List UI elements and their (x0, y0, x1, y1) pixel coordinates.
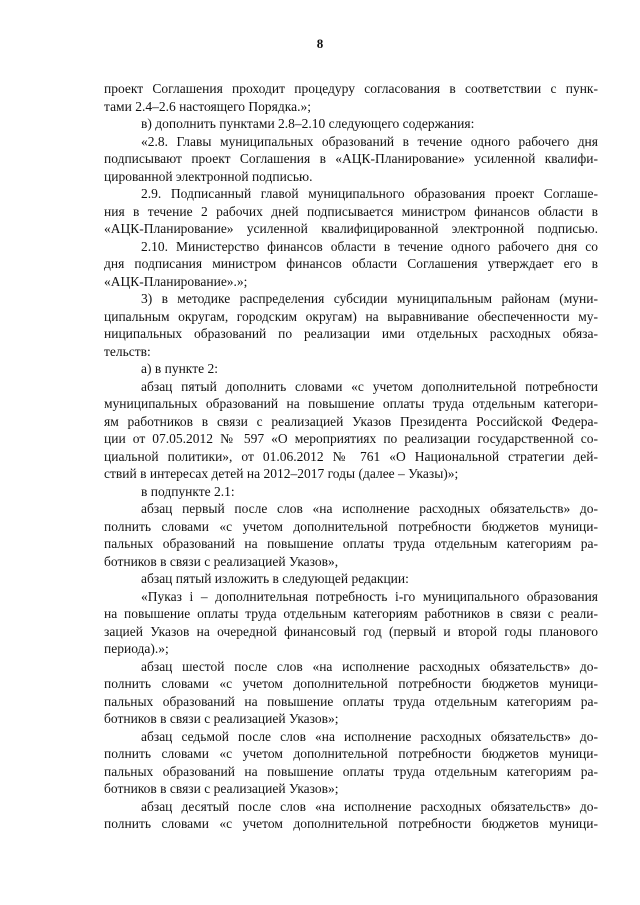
text-line: ципальным округам, городским округам) на выравнивание обеспеченности му- (104, 308, 598, 324)
text-line: абзац седьмой после слов «на исполнение расходных обязательств» до- (141, 728, 598, 744)
text-line: абзац шестой после слов «на исполнение расходных обязательств» до- (141, 658, 598, 674)
text-line: в) дополнить пунктами 2.8–2.10 следующего содержания: (141, 116, 475, 131)
text-line: периода).»; (104, 641, 169, 656)
text-line: 2.10. Министерство финансов области в течение одного рабочего дня со (141, 238, 598, 254)
text-line: полнить словами «с учетом дополнительной потребности бюджетов муници- (104, 816, 598, 831)
text-line: пальных образований на повышение оплаты труда отдельным категориям ра- (104, 693, 598, 709)
text-line: ции от 07.05.2012 № 597 «О мероприятиях по реализации государственной со- (104, 431, 598, 446)
text-line: «АЦК-Планирование» усиленной квалифицированной электронной подписью. (104, 221, 598, 236)
text-line: на повышение оплаты труда отдельным категориям работников в связи с реали- (104, 606, 598, 621)
text-line: «Пуказ i – дополнительная потребность i-го муниципального образования (141, 588, 598, 604)
text-line: «2.8. Главы муниципальных образований в течение одного рабочего дня (141, 133, 598, 149)
document-body (104, 80, 598, 833)
text-line: полнить словами «с учетом дополнительной потребности бюджетов муници- (104, 746, 598, 761)
text-line: абзац первый после слов «на исполнение расходных обязательств» до- (141, 501, 598, 516)
text-line: ям работников в связи с реализацией Указов Президента Российской Федера- (104, 413, 598, 429)
page-number: 8 (316, 36, 324, 51)
text-line: ния в течение 2 рабочих дней подписывается министром финансов области в (104, 203, 598, 219)
text-line: пальных образований на повышение оплаты труда отдельным категориям ра- (104, 763, 598, 779)
text-line: ботников в связи с реализацией Указов»; (104, 781, 339, 796)
text-line: цированной электронной подписью. (104, 168, 313, 184)
text-line: полнить словами «с учетом дополнительной потребности бюджетов муници- (104, 518, 598, 534)
text-line: абзац пятый изложить в следующей редакции: (141, 571, 409, 586)
text-line: подписывают проект Соглашения в «АЦК-Планирование» усиленной квалифи- (104, 151, 598, 166)
text-line: ниципальных образований по реализации ими отдельных расходных обяза- (104, 326, 598, 341)
text-line: «АЦК-Планирование».»; (104, 273, 248, 289)
text-line: ботников в связи с реализацией Указов»; (104, 711, 339, 726)
text-line: ствий в интересах детей на 2012–2017 годы (далее – Указы)»; (104, 466, 459, 481)
text-line: тельств: (104, 343, 151, 359)
text-line: циальной политики», от 01.06.2012 № 761 «О Национальной стратегии дей- (104, 448, 598, 464)
text-line: абзац пятый дополнить словами «с учетом дополнительной потребности (141, 378, 598, 394)
text-line: в подпункте 2.1: (141, 483, 235, 499)
text-line: 3) в методике распределения субсидии муниципальным районам (муни- (141, 291, 598, 306)
text-line: дня подписания министром финансов области Соглашения утверждает его в (104, 256, 598, 271)
text-line: абзац десятый после слов «на исполнение расходных обязательств» до- (141, 798, 598, 814)
text-line: проект Соглашения проходит процедуру согласования в соответствии с пунк- (104, 81, 598, 96)
text-line: 2.9. Подписанный главой муниципального образования проект Соглаше- (141, 186, 598, 201)
text-line: зацией Указов на очередной финансовый год (первый и второй годы планового (104, 623, 598, 639)
text-line: полнить словами «с учетом дополнительной потребности бюджетов муници- (104, 676, 598, 691)
text-line: а) в пункте 2: (141, 361, 218, 376)
text-line: тами 2.4–2.6 настоящего Порядка.»; (104, 98, 311, 114)
text-line: пальных образований на повышение оплаты труда отдельным категориям ра- (104, 536, 598, 551)
text-line: муниципальных образований на повышение оплаты труда отдельным категори- (104, 396, 598, 411)
text-line: ботников в связи с реализацией Указов», (104, 553, 339, 569)
